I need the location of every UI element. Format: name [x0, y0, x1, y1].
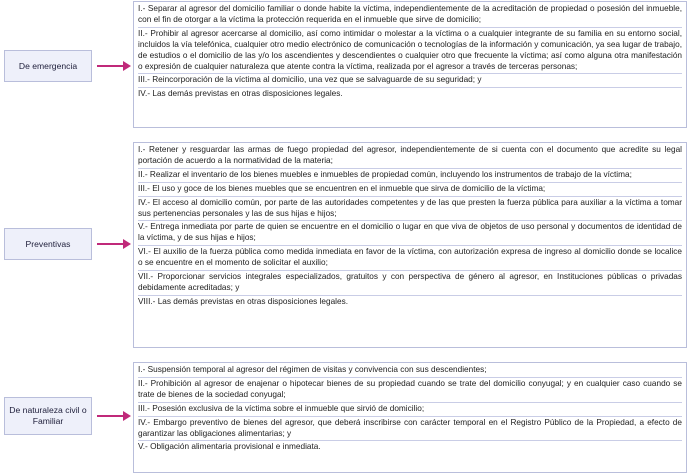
list-item: II.- Prohibición al agresor de enajenar o hipotecar bienes de su propiedad cuando se trate del domicilio conyugal; y en cualquier caso cuando se trate de bienes de la sociedad conyugal; — [138, 378, 682, 403]
arrow-right-icon — [96, 60, 132, 72]
category-label: De naturaleza civil o Familiar — [9, 405, 87, 426]
list-item: V.- Entrega inmediata por parte de quien se encuentre en el domicilio o lugar en que viva de objetos de uso personal y documentos de identidad de la víctima, y de sus hijas e hijos; — [138, 221, 682, 246]
items-box-emergency — [133, 1, 687, 128]
category-box-civil-family — [4, 397, 92, 435]
list-item: III.- El uso y goce de los bienes muebles que se encuentren en el inmueble que sirva de domicilio de la víctima; — [138, 183, 682, 197]
list-item: II.- Realizar el inventario de los bienes muebles e inmuebles de propiedad común, incluyendo los instrumentos de trabajo de la víctima; — [138, 169, 682, 183]
list-item: VII.- Proporcionar servicios integrales especializados, gratuitos y con perspectiva de género al agresor, en Instituciones públicas o privadas debidamente acreditadas; y — [138, 271, 682, 296]
list-item: V.- Obligación alimentaria provisional e inmediata. — [138, 442, 321, 452]
list-item: I.- Separar al agresor del domicilio familiar o donde habite la víctima, independientemente de la acreditación de propiedad o posesión del inmueble, con el fin de otorgar a la víctima la protección requerida en el inmueble que sirve de domicilio; — [138, 3, 682, 28]
list-item: IV.- Embargo preventivo de bienes del agresor, que deberá inscribirse con carácter temporal en el Registro Público de la Propiedad, a efecto de garantizar las obligaciones alimentarias; y — [138, 417, 682, 442]
category-box-preventive — [4, 228, 92, 260]
list-item: III.- Posesión exclusiva de la víctima sobre el inmueble que sirvió de domicilio; — [138, 403, 682, 417]
list-item: IV.- Las demás previstas en otras disposiciones legales. — [138, 89, 343, 99]
list-item: II.- Prohibir al agresor acercarse al domicilio, así como intimidar o molestar a la víctima o a cualquier integrante de su familia en su entorno social, incluidos la vía telefónica, cualquier otro medio electrónico de comunicación o tecnologías de la información y comunicación, ya sea lugar de trabajo, de estudios o el domicilio de las y/o los ascendientes y descendientes o cualquier otro que frecuente la víctima; así como alguna otra manifestación o expresión de cualquier naturaleza que atente contra la víctima, realizada por el agresor a través de terceras personas; — [138, 28, 682, 75]
list-item: VIII.- Las demás previstas en otras disposiciones legales. — [138, 296, 349, 306]
arrow-right-icon — [96, 238, 132, 250]
list-item: VI.- El auxilio de la fuerza pública como medida inmediata en favor de la víctima, con autorización expresa de ingreso al domicilio donde se localice o se encuentre en el momento de solicitar el auxilio; — [138, 246, 682, 271]
items-box-civil-family — [133, 362, 687, 473]
arrow-right-icon — [96, 410, 132, 422]
category-box-emergency — [4, 50, 92, 82]
category-label: De emergencia — [18, 60, 78, 71]
items-box-preventive — [133, 142, 687, 348]
list-item: I.- Suspensión temporal al agresor del régimen de visitas y convivencia con sus descendientes; — [138, 364, 682, 378]
list-item: IV.- El acceso al domicilio común, por parte de las autoridades competentes y de las que presten la fuerza pública para auxiliar a la víctima a tomar sus pertenencias personales y las de sus hijas e hijos; — [138, 197, 682, 222]
list-item: I.- Retener y resguardar las armas de fuego propiedad del agresor, independientemente de si cuenta con el documento que acredite su legal portación de acuerdo a la normatividad de la materia; — [138, 144, 682, 169]
category-label: Preventivas — [25, 238, 71, 249]
list-item: III.- Reincorporación de la víctima al domicilio, una vez que se salvaguarde de su seguridad; y — [138, 74, 682, 88]
